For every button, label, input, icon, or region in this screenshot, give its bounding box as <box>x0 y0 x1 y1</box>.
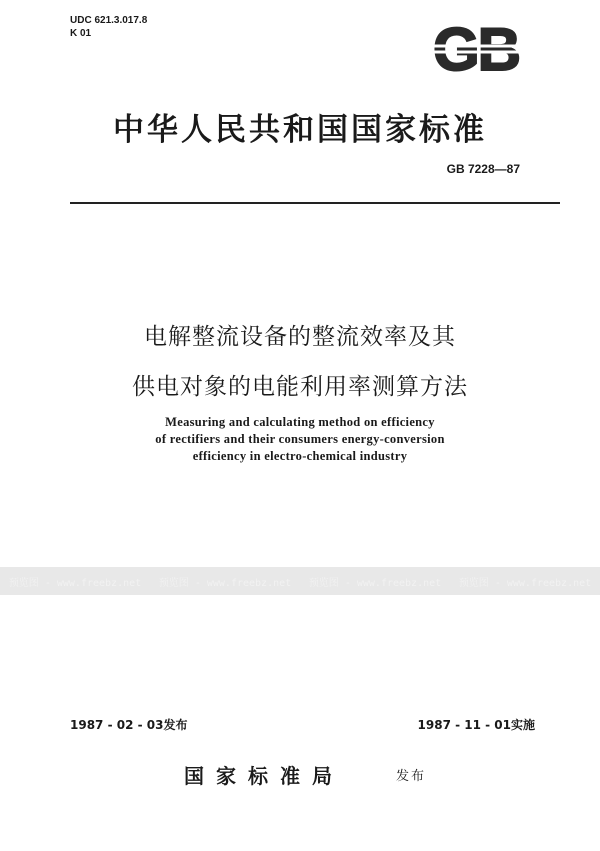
publisher-name: 国家标准局 <box>184 764 344 788</box>
watermark-text: 预览图 - www.freebz.net <box>308 577 442 589</box>
watermark-text: 预览图 - www.freebz.net <box>158 577 292 589</box>
document-title-en-line3: efficiency in electro-chemical industry <box>192 449 408 463</box>
watermark-banner <box>0 567 600 595</box>
classification-codes <box>70 14 147 40</box>
standard-title: 中华人民共和国国家标准 <box>113 112 487 148</box>
publish-label: 发布 <box>396 769 427 784</box>
divider <box>70 202 560 204</box>
class-code: K 01 <box>70 28 92 39</box>
udc-code: UDC 621.3.017.8 <box>70 15 148 26</box>
document-title-cn-line2: 供电对象的电能利用率测算方法 <box>132 374 468 400</box>
issue-date: 1987 - 02 - 03发布 <box>70 718 188 732</box>
document-title-en-line2: of rectifiers and their consumers energy-conversion <box>155 432 445 446</box>
gb-logo-text: GB <box>433 18 519 80</box>
standard-code: GB 7228—87 <box>446 162 520 176</box>
watermark-text: 预览图 - www.freebz.net <box>458 577 592 589</box>
document-title-en-line1: Measuring and calculating method on efficiency <box>165 415 435 429</box>
gb-logo-icon <box>418 18 534 80</box>
implement-date: 1987 - 11 - 01实施 <box>417 718 535 732</box>
watermark-text: 预览图 - www.freebz.net <box>8 577 142 589</box>
document-title-cn-line1: 电解整流设备的整流效率及其 <box>144 324 456 350</box>
